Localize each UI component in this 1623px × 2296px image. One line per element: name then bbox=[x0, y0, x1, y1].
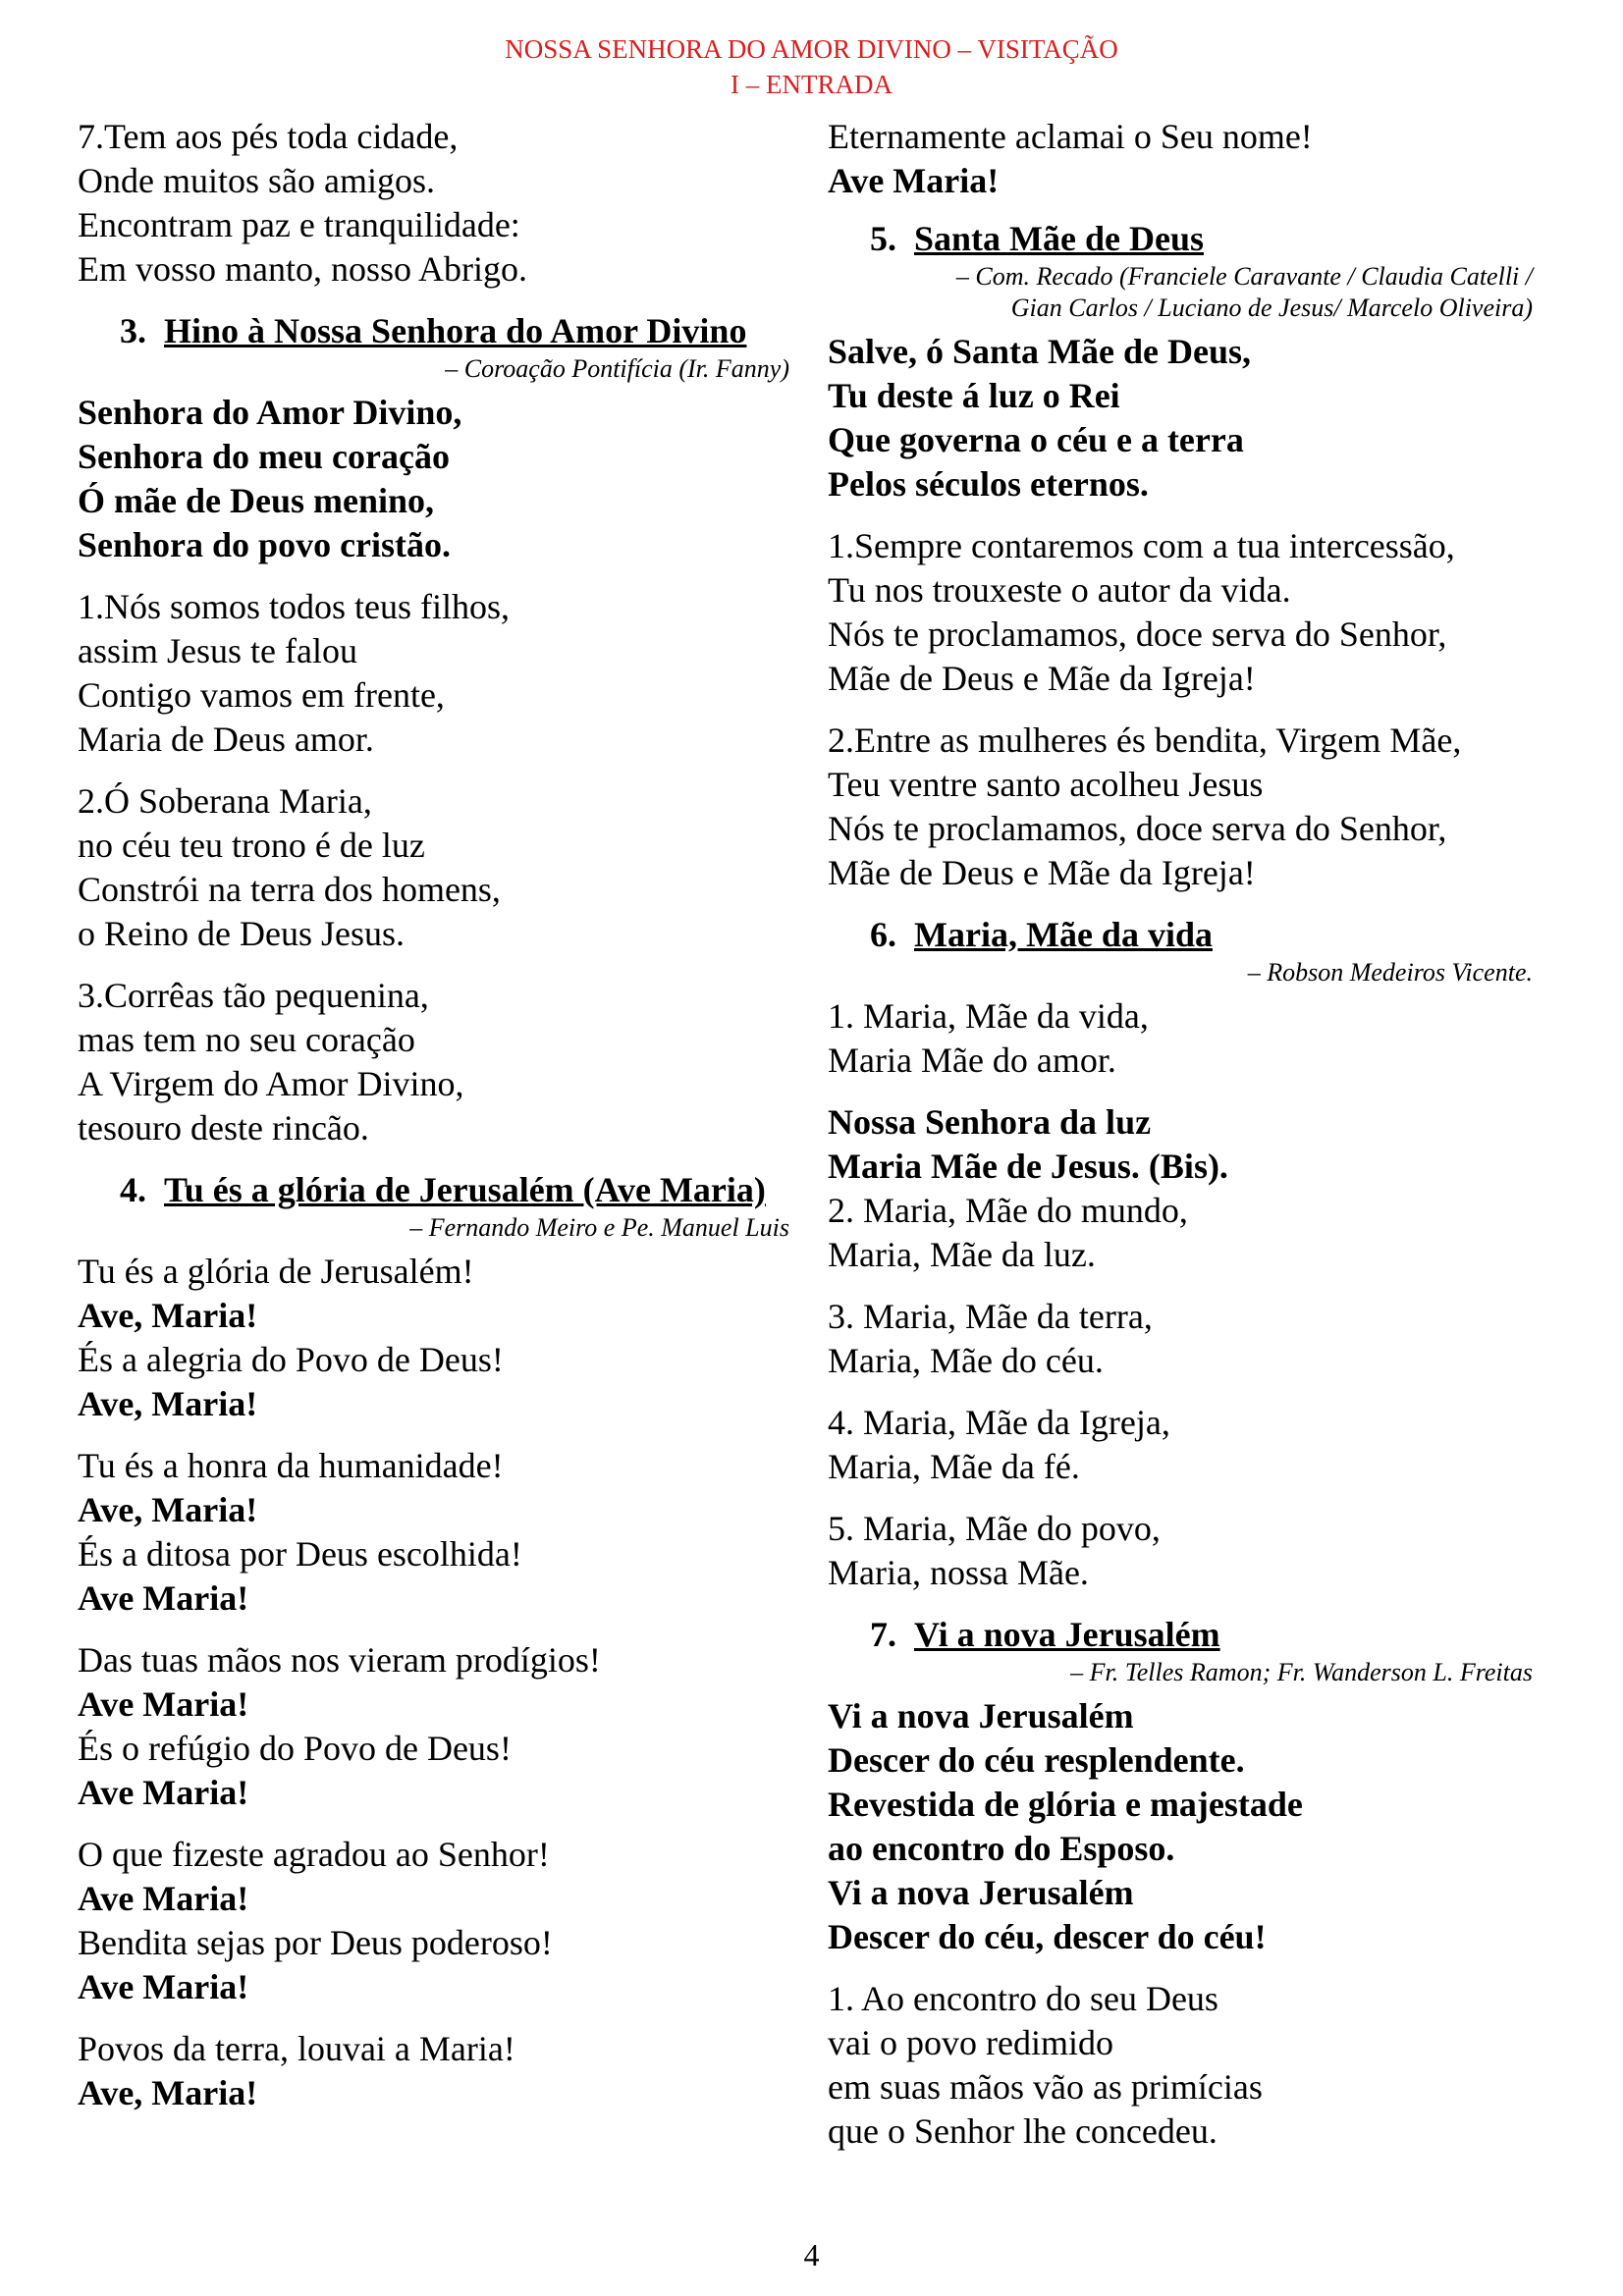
header-title: NOSSA SENHORA DO AMOR DIVINO – VISITAÇÃO bbox=[505, 34, 1118, 64]
lyric-line: Povos da terra, louvai a Maria! bbox=[78, 2029, 515, 2068]
lyric-line: Nós te proclamamos, doce serva do Senhor, bbox=[828, 809, 1447, 848]
song-5-verse-1 bbox=[828, 524, 1544, 701]
song-5-author bbox=[828, 261, 1533, 324]
lyric-line: Contigo vamos em frente, bbox=[78, 675, 445, 715]
song-5-title bbox=[828, 217, 1544, 261]
lyric-line: que o Senhor lhe concedeu. bbox=[828, 2111, 1217, 2151]
lyric-line: vai o povo redimido bbox=[828, 2023, 1113, 2062]
song-7-title bbox=[828, 1613, 1544, 1657]
lyric-line: Maria de Deus amor. bbox=[78, 720, 374, 759]
lyric-line: Onde muitos são amigos. bbox=[78, 161, 435, 200]
refrain-line: Vi a nova Jerusalém bbox=[828, 1696, 1134, 1735]
song-7-verse-1 bbox=[828, 1977, 1544, 2154]
refrain-line: Pelos séculos eternos. bbox=[828, 464, 1149, 504]
song-3-verse-3 bbox=[78, 974, 789, 1150]
song-3-verse-2 bbox=[78, 779, 789, 956]
response-line: Ave Maria! bbox=[78, 1879, 249, 1918]
lyric-line: Maria Mãe do amor. bbox=[828, 1041, 1116, 1080]
song-7-author: – Fr. Telles Ramon; Fr. Wanderson L. Freitas bbox=[1070, 1658, 1533, 1686]
response-line: Ave Maria! bbox=[78, 1967, 249, 2006]
response-line: Ave, Maria! bbox=[78, 1384, 258, 1423]
refrain-line: Que governa o céu e a terra bbox=[828, 420, 1244, 459]
song-6-verse-3 bbox=[828, 1295, 1544, 1383]
response-line: Ave, Maria! bbox=[78, 1296, 258, 1335]
refrain-line: Senhora do Amor Divino, bbox=[78, 393, 462, 432]
song-4-stanza-2 bbox=[78, 1444, 789, 1621]
lyric-line: 3. Maria, Mãe da terra, bbox=[828, 1297, 1153, 1336]
right-column bbox=[828, 115, 1544, 2171]
song-title-text: Vi a nova Jerusalém bbox=[914, 1615, 1220, 1654]
song-6-title bbox=[828, 913, 1544, 957]
lyric-line: Maria, Mãe da luz. bbox=[828, 1235, 1096, 1274]
song-number: 3. bbox=[120, 311, 146, 350]
lyric-line: mas tem no seu coração bbox=[78, 1020, 415, 1059]
song-7-refrain bbox=[828, 1694, 1544, 1959]
song-3-refrain bbox=[78, 391, 789, 567]
lyric-line: 1.Sempre contaremos com a tua intercessão, bbox=[828, 526, 1455, 565]
refrain-line: Salve, ó Santa Mãe de Deus, bbox=[828, 332, 1251, 371]
lyric-line: És a ditosa por Deus escolhida! bbox=[78, 1534, 522, 1574]
song-number: 4. bbox=[120, 1170, 146, 1209]
refrain-line: Maria Mãe de Jesus. (Bis). bbox=[828, 1147, 1228, 1186]
refrain-line: Tu deste á luz o Rei bbox=[828, 376, 1120, 415]
song-4-stanza-6 bbox=[828, 115, 1544, 203]
lyric-line: 3.Corrêas tão pequenina, bbox=[78, 976, 429, 1015]
lyric-line: És a alegria do Povo de Deus! bbox=[78, 1340, 504, 1379]
lyric-line: Eternamente aclamai o Seu nome! bbox=[828, 117, 1313, 156]
song-6-refrain-and-verse-2 bbox=[828, 1100, 1544, 1277]
lyric-line: Constrói na terra dos homens, bbox=[78, 870, 501, 909]
lyric-line: Teu ventre santo acolheu Jesus bbox=[828, 765, 1264, 804]
song-number: 5. bbox=[870, 219, 896, 258]
lyric-line: 2.Entre as mulheres és bendita, Virgem Mãe, bbox=[828, 721, 1462, 760]
song-4-title bbox=[78, 1168, 789, 1212]
song-4-stanza-1 bbox=[78, 1250, 789, 1426]
lyric-line: Bendita sejas por Deus poderoso! bbox=[78, 1923, 553, 1962]
lyric-line: 1.Nós somos todos teus filhos, bbox=[78, 587, 511, 626]
lyric-line: Maria, Mãe do céu. bbox=[828, 1341, 1104, 1380]
refrain-line: Ó mãe de Deus menino, bbox=[78, 481, 434, 520]
song-3-verse-1 bbox=[78, 585, 789, 762]
header-subtitle: I – ENTRADA bbox=[730, 70, 893, 99]
lyric-line: 1. Maria, Mãe da vida, bbox=[828, 996, 1149, 1036]
lyric-line: Encontram paz e tranquilidade: bbox=[78, 205, 520, 244]
song-6-verse-1 bbox=[828, 994, 1544, 1083]
lyric-line: Em vosso manto, nosso Abrigo. bbox=[78, 249, 528, 289]
lyric-line: em suas mãos vão as primícias bbox=[828, 2067, 1263, 2107]
refrain-line: Senhora do meu coração bbox=[78, 437, 450, 476]
lyric-line: Mãe de Deus e Mãe da Igreja! bbox=[828, 853, 1256, 892]
response-line: Ave, Maria! bbox=[78, 1490, 258, 1529]
song-number: 7. bbox=[870, 1615, 896, 1654]
song-6-author: – Robson Medeiros Vicente. bbox=[1247, 958, 1533, 987]
left-column bbox=[78, 115, 789, 2133]
song-number: 6. bbox=[870, 915, 896, 954]
refrain-line: Vi a nova Jerusalém bbox=[828, 1873, 1134, 1912]
song-title-text: Maria, Mãe da vida bbox=[914, 915, 1213, 954]
lyric-line: 2. Maria, Mãe do mundo, bbox=[828, 1191, 1188, 1230]
response-line: Ave Maria! bbox=[78, 1773, 249, 1812]
lyric-line: Maria, nossa Mãe. bbox=[828, 1553, 1089, 1592]
lyric-line: Das tuas mãos nos vieram prodígios! bbox=[78, 1640, 601, 1680]
lyric-line: O que fizeste agradou ao Senhor! bbox=[78, 1835, 550, 1874]
lyric-line: A Virgem do Amor Divino, bbox=[78, 1064, 464, 1103]
response-line: Ave Maria! bbox=[78, 1684, 249, 1724]
song-4-stanza-5 bbox=[78, 2027, 789, 2115]
lyric-line: 2.Ó Soberana Maria, bbox=[78, 781, 372, 821]
author-line: – Com. Recado (Franciele Caravante / Claudia Catelli / bbox=[955, 262, 1533, 291]
page-header bbox=[0, 31, 1623, 102]
song-5-verse-2 bbox=[828, 719, 1544, 895]
refrain-line: Descer do céu resplendente. bbox=[828, 1740, 1245, 1780]
refrain-line: Nossa Senhora da luz bbox=[828, 1102, 1152, 1142]
song-4-stanza-3 bbox=[78, 1638, 789, 1815]
refrain-line: Revestida de glória e majestade bbox=[828, 1785, 1303, 1824]
author-line: Gian Carlos / Luciano de Jesus/ Marcelo Oliveira) bbox=[1010, 294, 1533, 322]
song-title-text: Santa Mãe de Deus bbox=[914, 219, 1204, 258]
response-line: Ave, Maria! bbox=[78, 2073, 258, 2112]
song-4-author: – Fernando Meiro e Pe. Manuel Luis bbox=[409, 1213, 789, 1242]
response-line: Ave Maria! bbox=[828, 161, 1000, 200]
song-3-author: – Coroação Pontifícia (Ir. Fanny) bbox=[445, 354, 789, 383]
song-title-text: Hino à Nossa Senhora do Amor Divino bbox=[164, 311, 747, 350]
refrain-line: Senhora do povo cristão. bbox=[78, 525, 452, 564]
lyric-line: o Reino de Deus Jesus. bbox=[78, 914, 405, 953]
song-3-title bbox=[78, 309, 789, 353]
lyric-line: 1. Ao encontro do seu Deus bbox=[828, 1979, 1218, 2018]
lyric-line: tesouro deste rincão. bbox=[78, 1108, 369, 1148]
lyric-line: Nós te proclamamos, doce serva do Senhor, bbox=[828, 614, 1447, 654]
lyric-line: Tu és a honra da humanidade! bbox=[78, 1446, 504, 1485]
lyric-line: Maria, Mãe da fé. bbox=[828, 1447, 1080, 1486]
lyric-line: no céu teu trono é de luz bbox=[78, 826, 425, 865]
page-number: 4 bbox=[803, 2237, 820, 2272]
lyric-line: És o refúgio do Povo de Deus! bbox=[78, 1729, 512, 1768]
stanza-left-7 bbox=[78, 115, 789, 292]
lyric-line: 7.Tem aos pés toda cidade, bbox=[78, 117, 459, 156]
lyric-line: 4. Maria, Mãe da Igreja, bbox=[828, 1403, 1170, 1442]
response-line: Ave Maria! bbox=[78, 1578, 249, 1618]
song-5-refrain bbox=[828, 330, 1544, 507]
song-title-text: Tu és a glória de Jerusalém (Ave Maria) bbox=[164, 1170, 766, 1209]
lyric-line: 5. Maria, Mãe do povo, bbox=[828, 1509, 1161, 1548]
lyric-line: assim Jesus te falou bbox=[78, 631, 357, 670]
song-4-stanza-4 bbox=[78, 1833, 789, 2009]
song-6-verse-5 bbox=[828, 1507, 1544, 1595]
refrain-line: ao encontro do Esposo. bbox=[828, 1829, 1175, 1868]
song-6-verse-4 bbox=[828, 1401, 1544, 1489]
lyric-line: Mãe de Deus e Mãe da Igreja! bbox=[828, 659, 1256, 698]
refrain-line: Descer do céu, descer do céu! bbox=[828, 1917, 1267, 1956]
lyric-line: Tu és a glória de Jerusalém! bbox=[78, 1252, 474, 1291]
lyric-line: Tu nos trouxeste o autor da vida. bbox=[828, 570, 1291, 610]
